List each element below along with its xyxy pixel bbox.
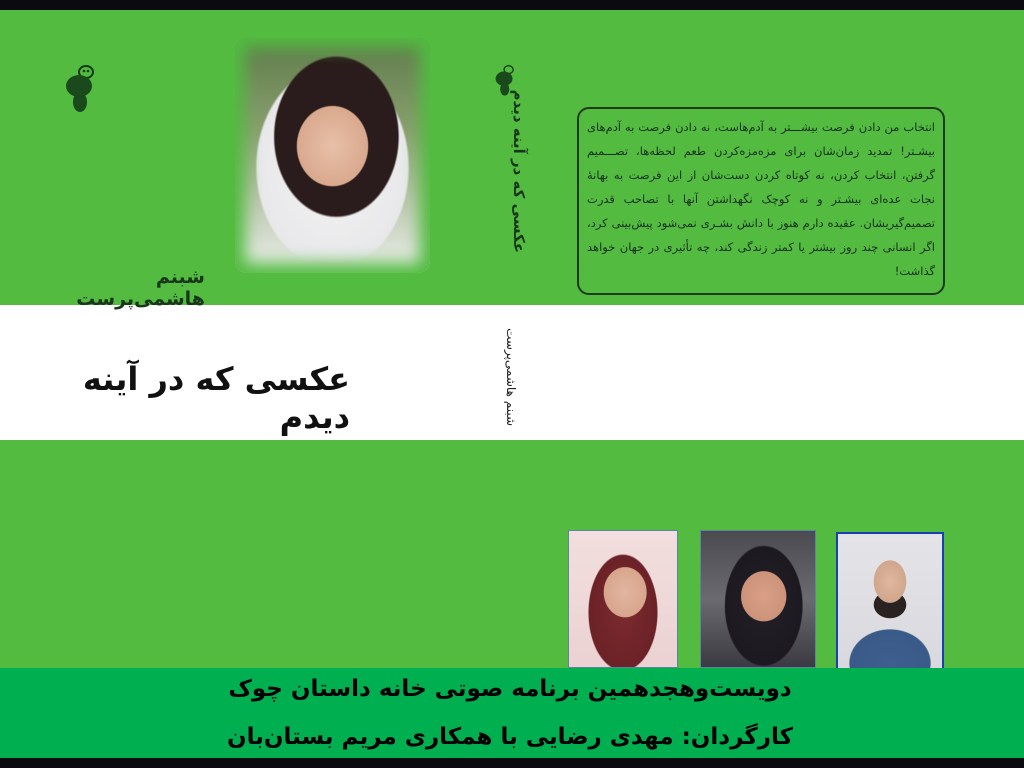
spine-title: عکسی که در آینه دیدم (510, 89, 528, 253)
author-name-front: شبنم هاشمی‌پرست (76, 266, 205, 310)
book-title-front: عکسی که در آینه دیدم (82, 360, 350, 436)
turtle-logo-icon (62, 62, 102, 114)
top-letterbox-bar (0, 0, 1024, 10)
director-photo (836, 532, 944, 672)
program-title-caption: دویست‌وهجدهمین برنامه صوتی خانه داستان چوک (228, 676, 792, 702)
back-cover-blurb: انتخاب من دادن فرصت بیشـــتر به آدم‌هاست، نه دادن فرصت به آدم‌های بیشـتر! تمدید زمان‌شان برای مزه‌مزه‌کردن طعم لحظه‌ها، تصـــمیم گرفتن، انتخاب کردن، نه کوتاه کردن دست‌شان از این فرصت به بهانهٔ نجات عده‌ای بیشـتر و نه کوچک نگهداشتن آنها با تصاحب قدرت تصمیم‌گیریشان. عقیده دارم هنوز با دانش بشـری نمی‌شود پیش‌بینی کرد، اگر انسانی چند روز بیشتر یا کمتر زندگی کند، چه تأثیری در جهان خواهد گذاشت! (577, 107, 945, 295)
bottom-letterbox-bar (0, 758, 1024, 768)
narrator-photo-1 (568, 530, 678, 668)
director-credit-caption: کارگردان: مهدی رضایی با همکاری مریم بستان‌بان (226, 724, 794, 750)
narrator-photo-2 (700, 530, 816, 668)
spine-author: شبنم هاشمی‌پرست (504, 328, 518, 426)
author-portrait (235, 38, 430, 273)
